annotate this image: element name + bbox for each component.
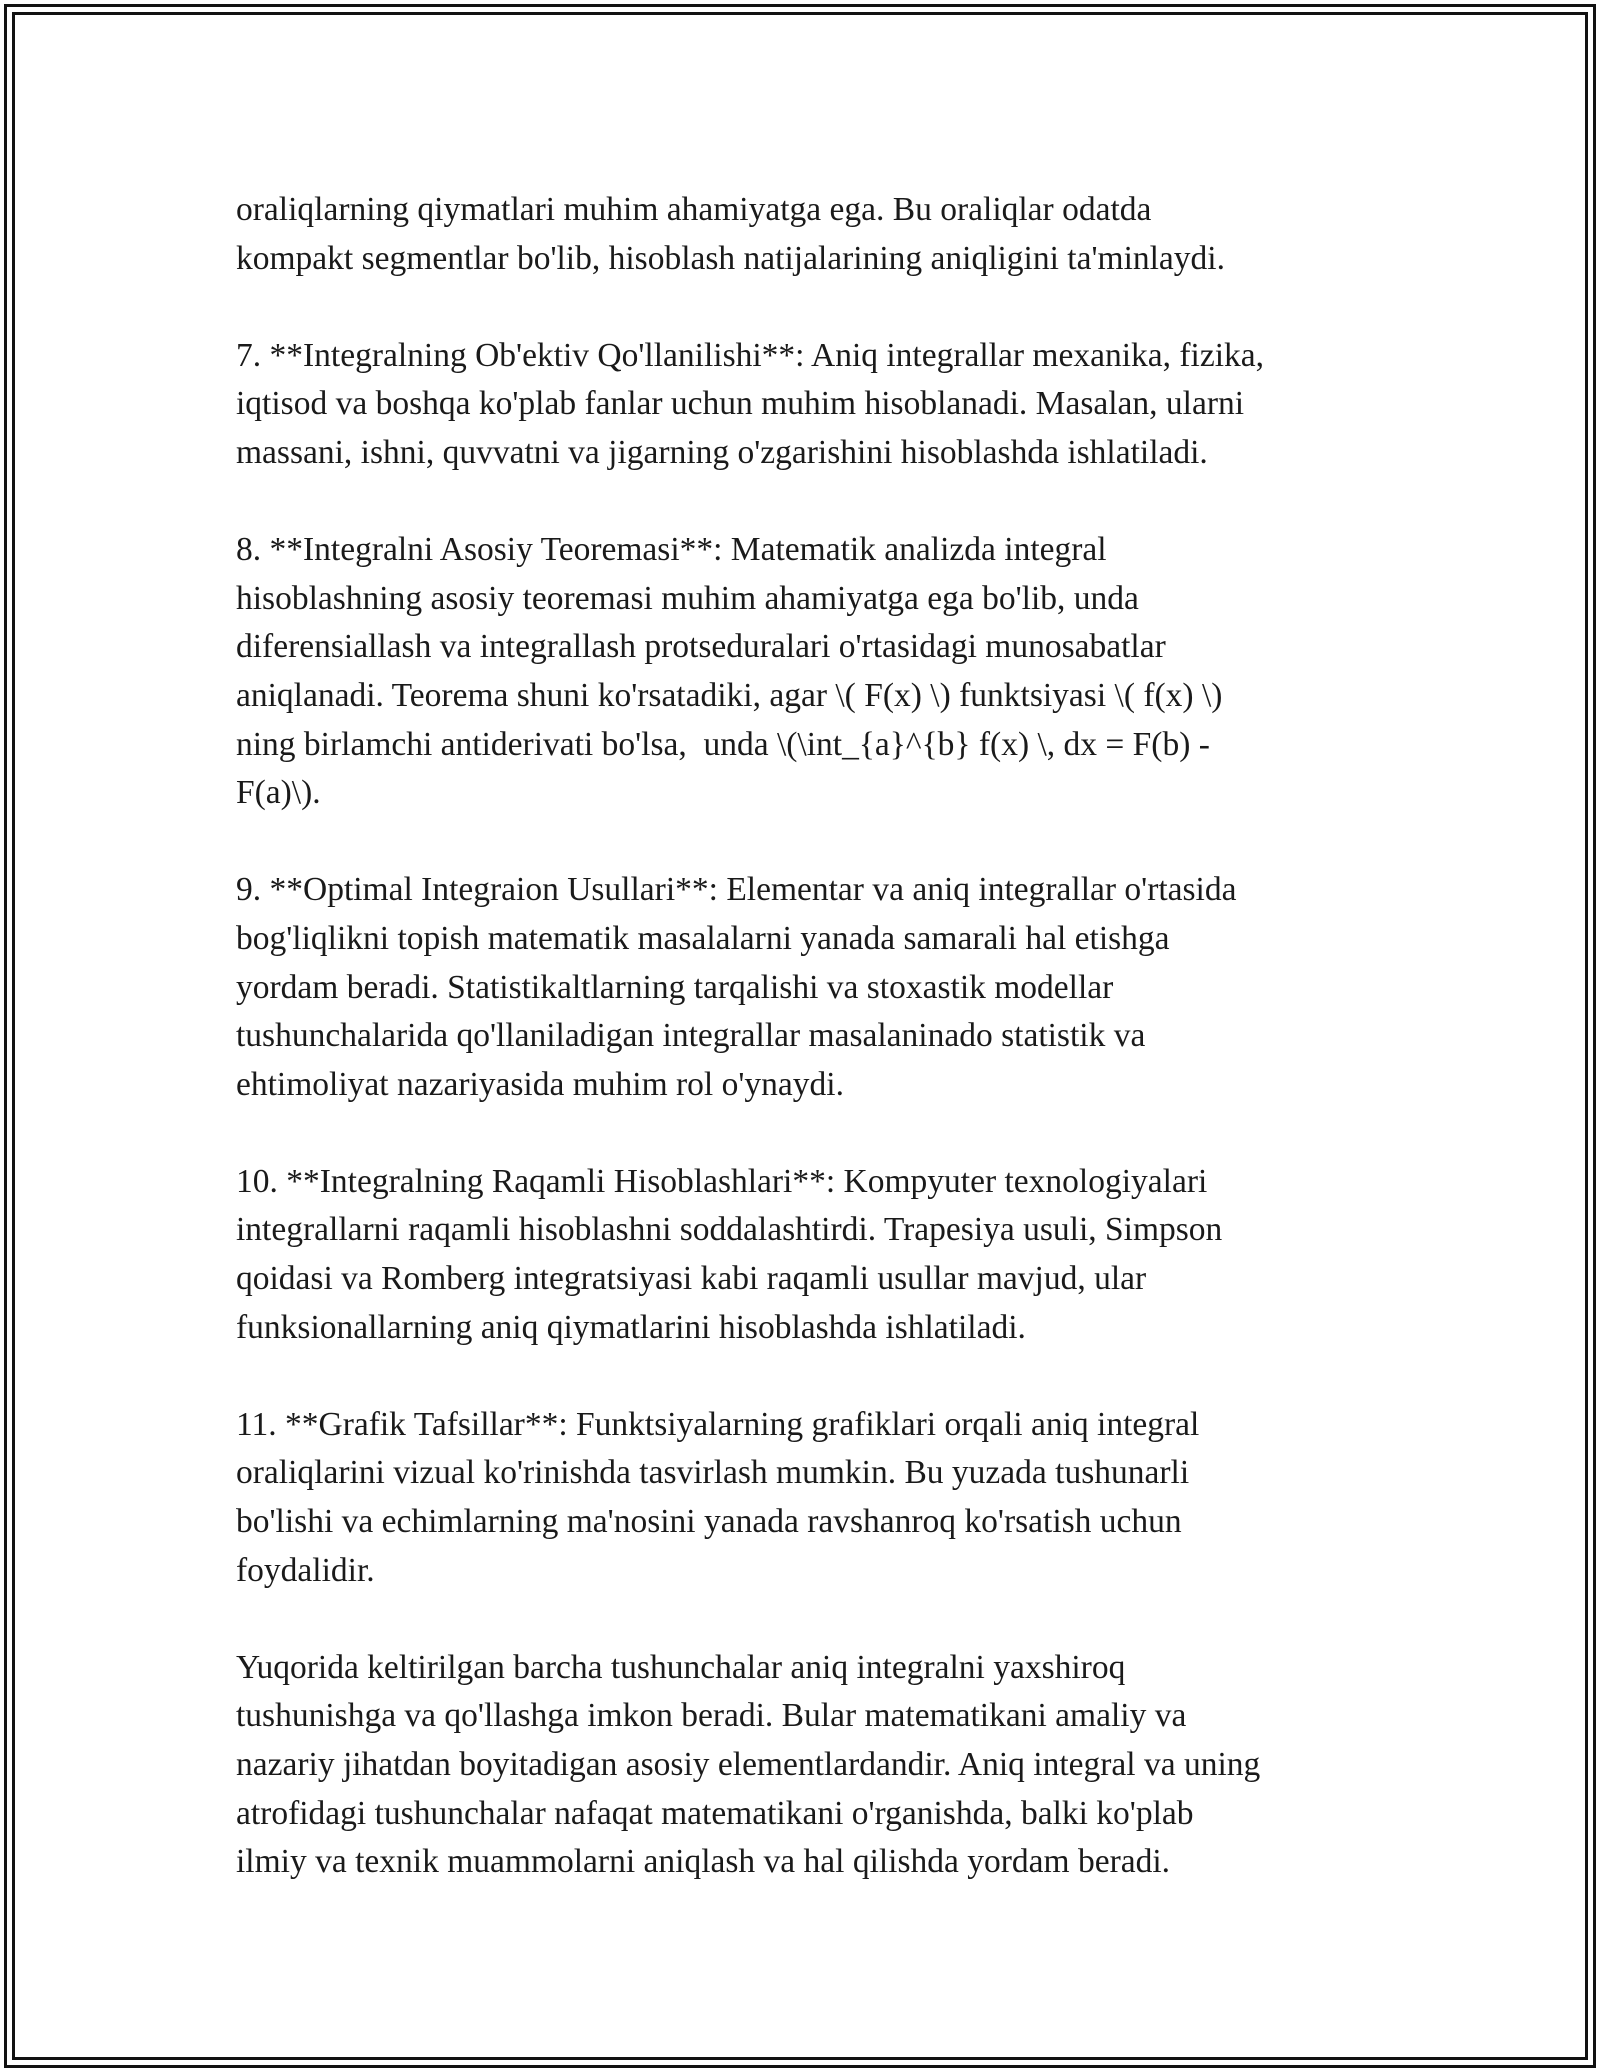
paragraph-intervals-continuation: oraliqlarning qiymatlari muhim ahamiyatga ega. Bu oraliqlar odatda kompakt segmentlar bo'lib, hisoblash natijalarining aniqligini ta'minlaydi.: [236, 191, 1225, 277]
paragraph-item-11: 11. **Grafik Tafsillar**: Funktsiyalarning grafiklari orqali aniq integral oraliqlarini vizual ko'rinishda tasvirlash mumkin. Bu yuzada tushunarli bo'lishi va echimlarning ma'nosini yanada ravshanroq ko'rsatish uchun foydalidir.: [236, 1405, 1200, 1589]
document-body: [236, 186, 1386, 1887]
paragraph-item-10: 10. **Integralning Raqamli Hisoblashlari**: Kompyuter texnologiyalari integrallarni raqamli hisoblashni soddalashtirdi. Trapesiya usuli, Simpson qoidasi va Romberg integratsiyasi kabi raqamli usullar mavjud, ular funksionallarning aniq qiymatlarini hisoblashda ishlatiladi.: [236, 1162, 1223, 1346]
paragraph-item-8: 8. **Integralni Asosiy Teoremasi**: Matematik analizda integral hisoblashning asosiy teoremasi muhim ahamiyatga ega bo'lib, unda diferensiallash va integrallash protseduralari o'rtasidagi munosabatlar aniqlanadi. Teorema shuni ko'rsatadiki, agar \( F(x) \) funktsiyasi \( f(x) \) ning birlamchi antiderivati bo'lsa, unda \(\int_{a}^{b} f(x) \, dx = F(b) - F(a)\).: [236, 531, 1223, 812]
paragraph-conclusion: Yuqorida keltirilgan barcha tushunchalar aniq integralni yaxshiroq tushunishga va qo'llashga imkon beradi. Bular matematikani amaliy va nazariy jihatdan boyitadigan asosiy elementlardandir. Aniq integral va uning atrofidagi tushunchalar nafaqat matematikani o'rganishda, balki ko'plab ilmiy va texnik muammolarni aniqlash va hal qilishda yordam beradi.: [236, 1648, 1261, 1881]
paragraph-item-7: 7. **Integralning Ob'ektiv Qo'llanilishi**: Aniq integrallar mexanika, fizika, iqtisod va boshqa ko'plab fanlar uchun muhim hisoblanadi. Masalan, ularni massani, ishni, quvvatni va jigarning o'zgarishini hisoblashda ishlatiladi.: [236, 336, 1264, 471]
paragraph-item-9: 9. **Optimal Integraion Usullari**: Elementar va aniq integrallar o'rtasida bog'liqlikni topish matematik masalalarni yanada samarali hal etishga yordam beradi. Statistikaltlarning tarqalishi va stoxastik modellar tushunchalarida qo'llaniladigan integrallar masalaninado statistik va ehtimoliyat nazariyasida muhim rol o'ynaydi.: [236, 871, 1237, 1103]
